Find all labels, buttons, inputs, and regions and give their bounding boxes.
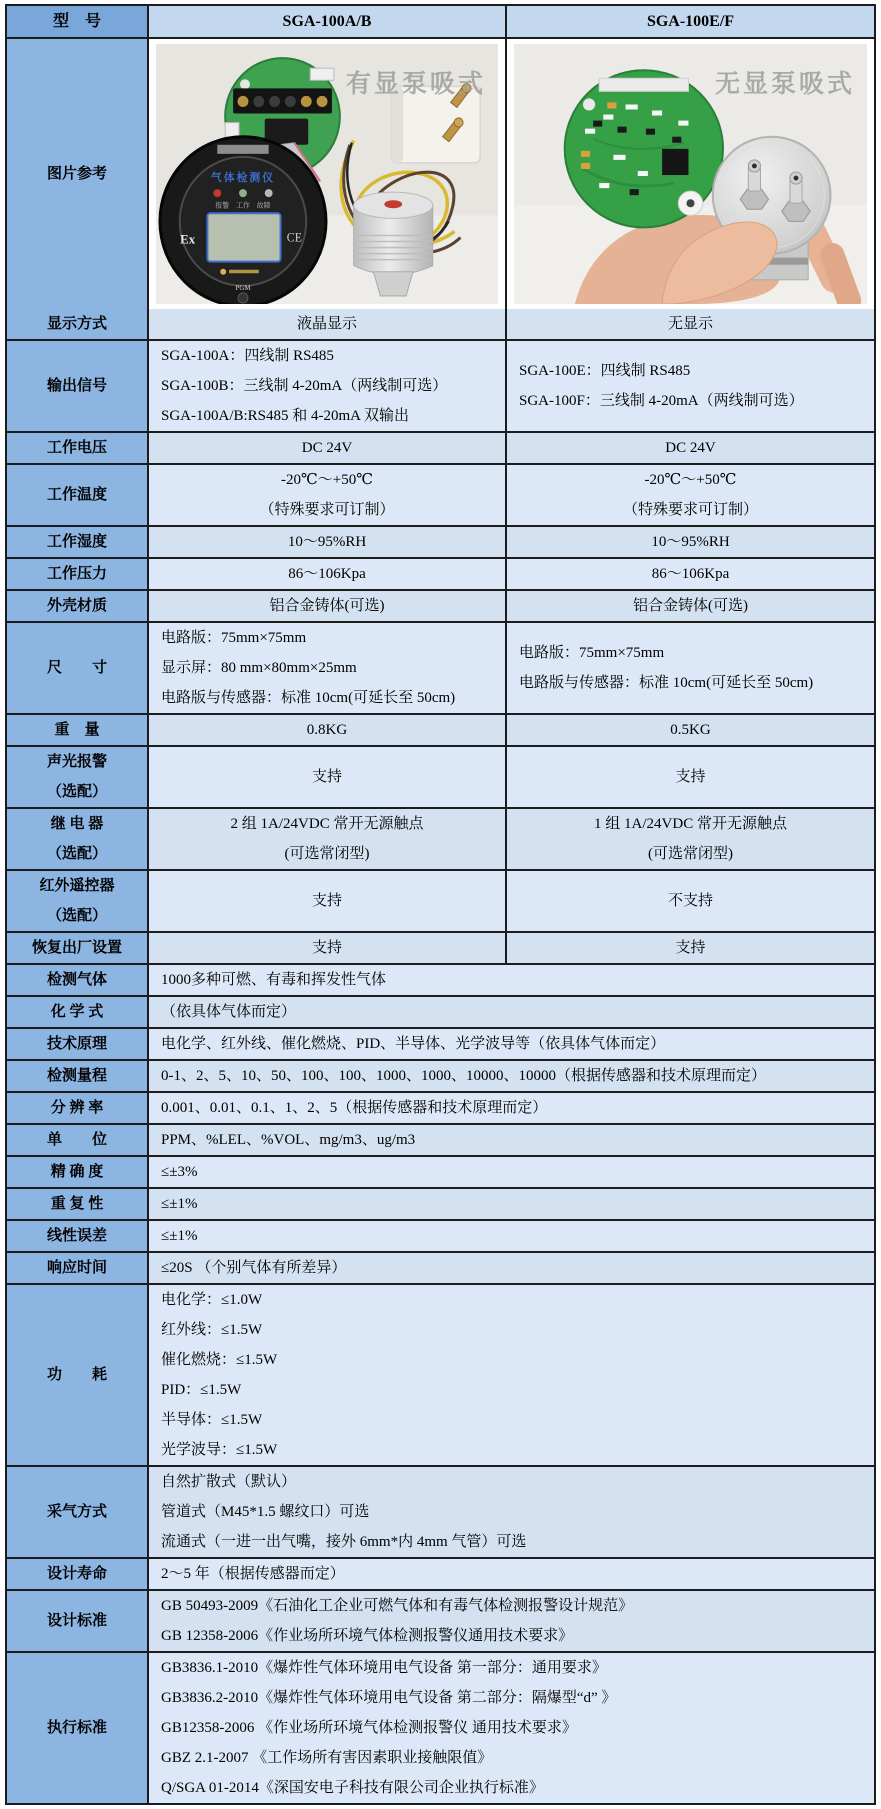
model-b-header: SGA-100E/F bbox=[507, 6, 874, 37]
spec-cell: 2～5 年（根据传感器而定） bbox=[149, 1559, 874, 1589]
spec-row bbox=[7, 1219, 874, 1251]
spec-cell: 1000多种可燃、有毒和挥发性气体 bbox=[149, 965, 874, 995]
spec-row bbox=[7, 621, 874, 713]
spec-row bbox=[7, 1123, 874, 1155]
spec-cell: ≤±3% bbox=[149, 1157, 874, 1187]
spec-cell: 86～106Kpa bbox=[507, 559, 874, 589]
spec-row-label: 采气方式 bbox=[7, 1467, 149, 1557]
spec-cell: 1 组 1A/24VDC 常开无源触点 (可选常闭型) bbox=[507, 809, 874, 869]
spec-cell: 不支持 bbox=[507, 871, 874, 931]
spec-row-label: 分 辨 率 bbox=[7, 1093, 149, 1123]
spec-cell: GB3836.1-2010《爆炸性气体环境用电气设备 第一部分：通用要求》 GB3836.2-2010《爆炸性气体环境用电气设备 第二部分：隔爆型“d” 》 GB12358-2006 《作业场所环境气体检测报警仪 通用技术要求》 GBZ 2.1-2007 《工作场所有害因素职业接触限值》 Q/SGA 01-2014《深国安电子科技有限公司企业执行标准》 bbox=[149, 1653, 874, 1803]
spec-row bbox=[7, 339, 874, 431]
spec-cell: SGA-100A：四线制 RS485 SGA-100B：三线制 4-20mA（两线制可选） SGA-100A/B:RS485 和 4-20mA 双输出 bbox=[149, 341, 507, 431]
spec-cell: 支持 bbox=[149, 933, 507, 963]
spec-row-label: 设计寿命 bbox=[7, 1559, 149, 1589]
pgm-button-label: PGM bbox=[235, 283, 251, 292]
spec-row-label: 检测量程 bbox=[7, 1061, 149, 1091]
spec-row bbox=[7, 869, 874, 931]
model-header-row bbox=[7, 6, 874, 37]
spec-row-label: 工作温度 bbox=[7, 465, 149, 525]
image-row-label: 图片参考 bbox=[7, 39, 149, 309]
lcd-gauge-icon bbox=[160, 137, 326, 304]
photo-b bbox=[514, 44, 867, 304]
spec-cell: 液晶显示 bbox=[149, 309, 507, 339]
spec-row bbox=[7, 1027, 874, 1059]
spec-row-label: 重 量 bbox=[7, 715, 149, 745]
spec-row-label: 输出信号 bbox=[7, 341, 149, 431]
spec-row bbox=[7, 963, 874, 995]
spec-row bbox=[7, 1155, 874, 1187]
spec-cell: 支持 bbox=[507, 747, 874, 807]
spec-row bbox=[7, 745, 874, 807]
spec-cell: -20℃～+50℃ （特殊要求可订制） bbox=[149, 465, 507, 525]
spec-row-label: 继 电 器 （选配） bbox=[7, 809, 149, 869]
spec-row-label: 技术原理 bbox=[7, 1029, 149, 1059]
spec-row-label: 线性误差 bbox=[7, 1221, 149, 1251]
spec-row-label: 重 复 性 bbox=[7, 1189, 149, 1219]
spec-row-label: 恢复出厂设置 bbox=[7, 933, 149, 963]
spec-cell: ≤20S （个别气体有所差异） bbox=[149, 1253, 874, 1283]
spec-row bbox=[7, 431, 874, 463]
spec-cell: （依具体气体而定） bbox=[149, 997, 874, 1027]
spec-cell: 支持 bbox=[507, 933, 874, 963]
spec-cell: GB 50493-2009《石油化工企业可燃气体和有毒气体检测报警设计规范》 GB 12358-2006《作业场所环境气体检测报警仪通用技术要求》 bbox=[149, 1591, 874, 1651]
spec-cell: 2 组 1A/24VDC 常开无源触点 (可选常闭型) bbox=[149, 809, 507, 869]
circuit-board-icon bbox=[565, 70, 723, 227]
spec-cell: 自然扩散式（默认） 管道式（M45*1.5 螺纹口）可选 流通式（一进一出气嘴，接外 6mm*内 4mm 气管）可选 bbox=[149, 1467, 874, 1557]
spec-row-label: 化 学 式 bbox=[7, 997, 149, 1027]
spec-row-label: 显示方式 bbox=[7, 309, 149, 339]
spec-rows-container bbox=[7, 309, 874, 1803]
spec-row-label: 检测气体 bbox=[7, 965, 149, 995]
spec-row bbox=[7, 525, 874, 557]
watermark-pump-no-display: 无显泵吸式 bbox=[714, 71, 855, 98]
model-a-header: SGA-100A/B bbox=[149, 6, 507, 37]
spec-row bbox=[7, 1465, 874, 1557]
spec-row-label: 工作电压 bbox=[7, 433, 149, 463]
spec-cell: -20℃～+50℃ （特殊要求可订制） bbox=[507, 465, 874, 525]
gas-detector-no-display-illustration bbox=[514, 44, 867, 304]
device-title-text: 气体检测仪 bbox=[210, 171, 276, 185]
photo-a bbox=[156, 44, 498, 304]
spec-cell: 支持 bbox=[149, 871, 507, 931]
pump-cylinder-icon bbox=[391, 82, 480, 163]
spec-cell: 电路版：75mm×75mm 显示屏：80 mm×80mm×25mm 电路版与传感器：标准 10cm(可延长至 50cm) bbox=[149, 623, 507, 713]
spec-row-label: 执行标准 bbox=[7, 1653, 149, 1803]
spec-cell: DC 24V bbox=[507, 433, 874, 463]
spec-row-label: 工作湿度 bbox=[7, 527, 149, 557]
product-photo-sga100ef bbox=[507, 39, 874, 309]
spec-cell: 0.001、0.01、0.1、1、2、5（根据传感器和技术原理而定） bbox=[149, 1093, 874, 1123]
spec-row bbox=[7, 309, 874, 339]
spec-cell: ≤±1% bbox=[149, 1221, 874, 1251]
spec-cell: 电化学：≤1.0W 红外线：≤1.5W 催化燃烧：≤1.5W PID：≤1.5W 半导体：≤1.5W 光学波导：≤1.5W bbox=[149, 1285, 874, 1465]
spec-cell: 电化学、红外线、催化燃烧、PID、半导体、光学波导等（依具体气体而定） bbox=[149, 1029, 874, 1059]
spec-cell: 0.5KG bbox=[507, 715, 874, 745]
image-reference-row bbox=[7, 37, 874, 309]
spec-row-label: 红外遥控器 （选配） bbox=[7, 871, 149, 931]
spec-cell: SGA-100E：四线制 RS485 SGA-100F：三线制 4-20mA（两线制可选） bbox=[507, 341, 874, 431]
spec-row bbox=[7, 463, 874, 525]
spec-cell: 86～106Kpa bbox=[149, 559, 507, 589]
spec-row-label: 响应时间 bbox=[7, 1253, 149, 1283]
spec-row bbox=[7, 995, 874, 1027]
spec-sheet bbox=[5, 4, 876, 1805]
spec-cell: 10～95%RH bbox=[149, 527, 507, 557]
spec-cell: 无显示 bbox=[507, 309, 874, 339]
spec-row bbox=[7, 713, 874, 745]
spec-row bbox=[7, 1187, 874, 1219]
spec-cell: 铝合金铸体(可选) bbox=[507, 591, 874, 621]
spec-cell: PPM、%LEL、%VOL、mg/m3、ug/m3 bbox=[149, 1125, 874, 1155]
spec-cell: DC 24V bbox=[149, 433, 507, 463]
spec-row bbox=[7, 1251, 874, 1283]
spec-cell: 支持 bbox=[149, 747, 507, 807]
spec-row-label: 工作压力 bbox=[7, 559, 149, 589]
spec-cell: ≤±1% bbox=[149, 1189, 874, 1219]
spec-cell: 铝合金铸体(可选) bbox=[149, 591, 507, 621]
spec-row bbox=[7, 1589, 874, 1651]
spec-row bbox=[7, 589, 874, 621]
model-row-label: 型 号 bbox=[7, 6, 149, 37]
spec-row bbox=[7, 1059, 874, 1091]
spec-row-label: 功 耗 bbox=[7, 1285, 149, 1465]
led-labels-text: 报警 工作 故障 bbox=[215, 201, 271, 210]
spec-row bbox=[7, 931, 874, 963]
spec-row-label: 精 确 度 bbox=[7, 1157, 149, 1187]
gas-detector-with-display-illustration bbox=[156, 44, 498, 304]
spec-row bbox=[7, 1091, 874, 1123]
spec-row bbox=[7, 1557, 874, 1589]
spec-cell: 0-1、2、5、10、50、100、100、1000、1000、10000、10000（根据传感器和技术原理而定） bbox=[149, 1061, 874, 1091]
ex-mark-text: Ex bbox=[180, 231, 196, 247]
spec-row bbox=[7, 1651, 874, 1803]
spec-cell: 0.8KG bbox=[149, 715, 507, 745]
spec-cell: 10～95%RH bbox=[507, 527, 874, 557]
spec-cell: 电路版：75mm×75mm 电路版与传感器：标准 10cm(可延长至 50cm) bbox=[507, 623, 874, 713]
spec-row bbox=[7, 807, 874, 869]
spec-row bbox=[7, 557, 874, 589]
spec-row-label: 外壳材质 bbox=[7, 591, 149, 621]
spec-row-label: 单 位 bbox=[7, 1125, 149, 1155]
watermark-pump-with-display: 有显泵吸式 bbox=[345, 71, 486, 98]
ce-mark-text: CE bbox=[286, 230, 302, 245]
product-photo-sga100ab bbox=[149, 39, 507, 309]
spec-row-label: 设计标准 bbox=[7, 1591, 149, 1651]
spec-row-label: 声光报警 （选配） bbox=[7, 747, 149, 807]
spec-row-label: 尺 寸 bbox=[7, 623, 149, 713]
spec-row bbox=[7, 1283, 874, 1465]
